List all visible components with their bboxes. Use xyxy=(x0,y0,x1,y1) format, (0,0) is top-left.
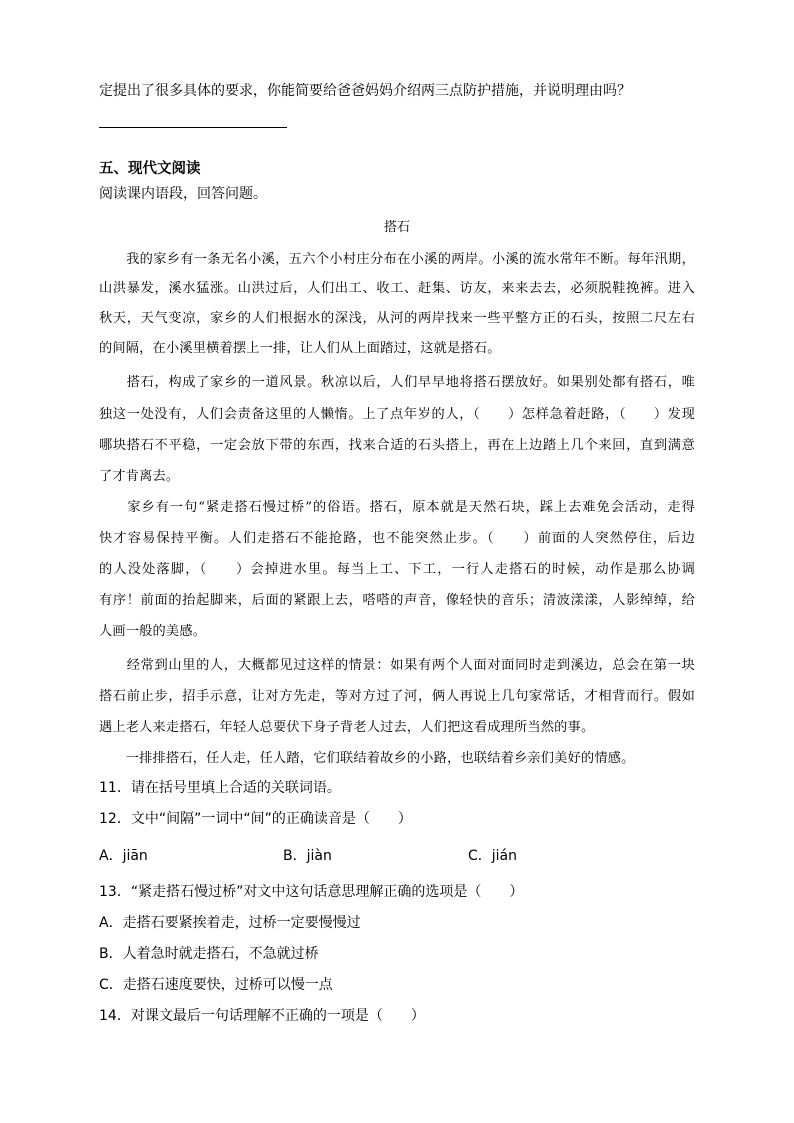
previous-question-text: 定提出了很多具体的要求，你能简要给爸爸妈妈介绍两三点防护措施，并说明理由吗？ xyxy=(99,83,631,99)
passage-line: 一排排搭石，任人走，任人踏，它们联结着故乡的小路，也联结着乡亲们美好的情感。 xyxy=(99,751,635,766)
passage-line: 哪块搭石不平稳，一定会放下带的东西，找来合适的石头搭上，再在上边踏上几个来回，直到满意 xyxy=(99,438,695,453)
passage-line: 有序！前面的抬起脚来，后面的紧跟上去，嗒嗒的声音，像轻快的音乐；清波漾漾，人影绰绰，给 xyxy=(99,593,695,608)
q12-option-a[interactable]: A．jiān xyxy=(99,848,148,864)
passage-line: 搭石，构成了家乡的一道风景。秋凉以后，人们早早地将搭石摆放好。如果别处都有搭石，唯 xyxy=(99,375,695,390)
passage-line: 了才肯离去。 xyxy=(99,469,180,484)
passage-line: 人画一般的美感。 xyxy=(99,624,207,639)
question-14: 14．对课文最后一句话理解不正确的一项是（ ） xyxy=(99,1008,425,1024)
q13-option-c[interactable]: C．走搭石速度要快，过桥可以慢一点 xyxy=(99,977,333,993)
q12-option-c[interactable]: C．jián xyxy=(468,848,518,864)
question-13: 13．“紧走搭石慢过桥”对文中这句话意思理解正确的选项是（ ） xyxy=(99,884,524,900)
q13-option-b[interactable]: B．人着急时就走搭石，不急就过桥 xyxy=(99,946,319,962)
passage-line: 遇上老人来走搭石，年轻人总要伏下身子背老人过去，人们把这看成理所当然的事。 xyxy=(99,720,595,735)
passage-line: 快才容易保持平衡。人们走搭石不能抢路，也不能突然止步。（ ）前面的人突然停住，后边 xyxy=(99,531,695,546)
answer-blank-line xyxy=(99,127,287,128)
passage-line: 的人没处落脚，（ ）会掉进水里。每当上工、下工，一行人走搭石的时候，动作是那么协调 xyxy=(99,562,695,577)
question-12: 12．文中“间隔”一词中“间”的正确读音是（ ） xyxy=(99,811,412,827)
passage-line: 我的家乡有一条无名小溪，五六个小村庄分布在小溪的两岸。小溪的流水常年不断。每年汛期， xyxy=(99,252,695,267)
passage-line: 搭石前止步，招手示意，让对方先走，等对方过了河，俩人再说上几句家常话，才相背而行。假如 xyxy=(99,689,695,704)
passage-line: 独这一处没有，人们会责备这里的人懒惰。上了点年岁的人，（ ）怎样急着赶路，（ ）发现 xyxy=(99,407,695,422)
passage-title: 搭石 xyxy=(383,220,410,235)
passage-line: 经常到山里的人，大概都见过这样的情景：如果有两个人面对面同时走到溪边，总会在第一块 xyxy=(99,658,695,673)
passage-line: 秋天，天气变凉，家乡的人们根据水的深浅，从河的两岸找来一些平整方正的石头，按照二尺左右 xyxy=(99,311,695,326)
passage-line: 的间隔，在小溪里横着摆上一排，让人们从上面踏过，这就是搭石。 xyxy=(99,341,501,356)
q12-option-b[interactable]: B．jiàn xyxy=(283,848,332,864)
question-11: 11．请在括号里填上合适的关联词语。 xyxy=(99,780,341,796)
q13-option-a[interactable]: A．走搭石要紧挨着走，过桥一定要慢慢过 xyxy=(99,915,361,931)
section-title: 五、现代文阅读 xyxy=(99,161,201,177)
passage-line: 家乡有一句“紧走搭石慢过桥”的俗语。搭石，原本就是天然石块，踩上去难免会活动，走得 xyxy=(99,500,695,515)
passage-line: 山洪暴发，溪水猛涨。山洪过后，人们出工、收工、赶集、访友，来来去去，必须脱鞋挽裤。进入 xyxy=(99,281,695,296)
reading-instruction: 阅读课内语段，回答问题。 xyxy=(99,186,267,202)
